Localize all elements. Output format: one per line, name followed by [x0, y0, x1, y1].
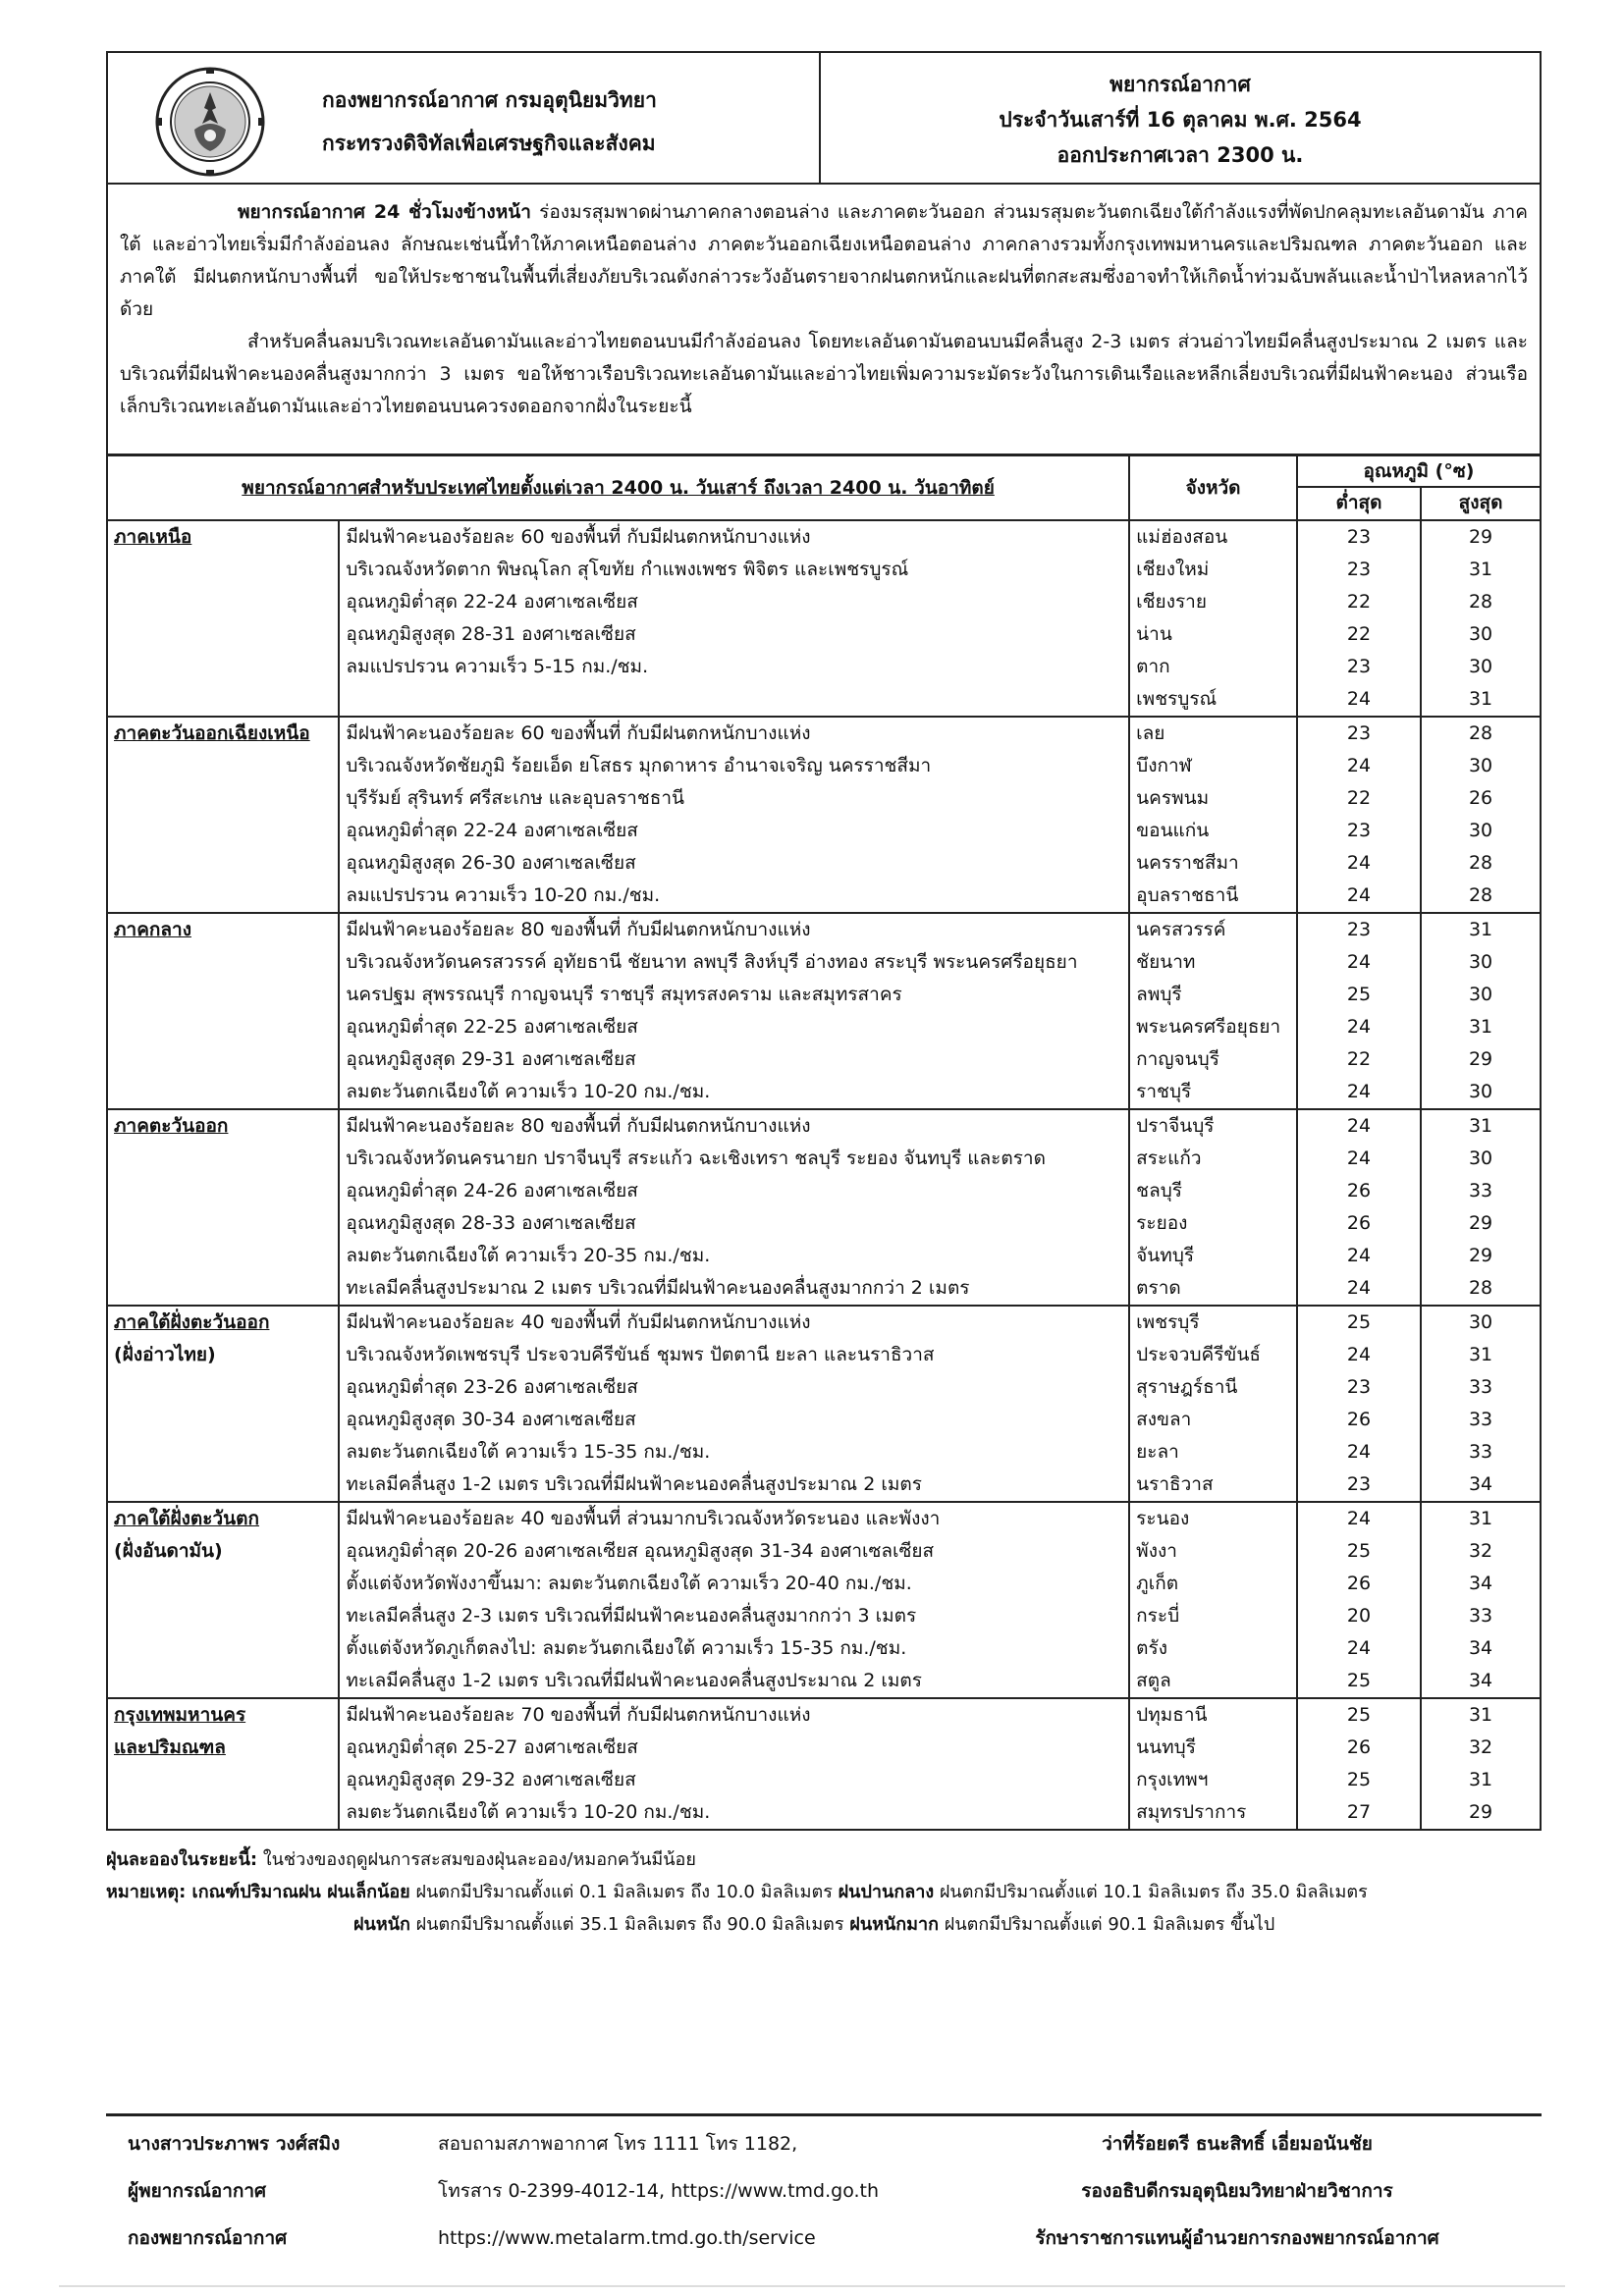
- forecaster-division: กองพยากรณ์อากาศ: [128, 2227, 288, 2249]
- min-temp-cell: [1297, 520, 1421, 717]
- forecast-line: บริเวณจังหวัดชัยภูมิ ร้อยเอ็ด ยโสธร มุกดาหาร อำนาจเจริญ นครราชสีมา: [346, 755, 932, 776]
- max-temp: 30: [1468, 755, 1493, 776]
- forecast-line: บริเวณจังหวัดนครนายก ปราจีนบุรี สระแก้ว ฉะเชิงเทรา ชลบุรี ระยอง จันทบุรี และตราด: [346, 1148, 1046, 1169]
- footer-director: [1021, 2120, 1453, 2262]
- max-temp-cell: [1421, 520, 1541, 717]
- max-temp: 34: [1468, 1473, 1493, 1495]
- min-temp: 25: [1346, 984, 1372, 1005]
- max-temp: 30: [1468, 623, 1493, 645]
- table-head-temp: อุณหภูมิ (°ซ): [1297, 455, 1541, 487]
- max-temp: 28: [1468, 722, 1493, 744]
- forecast-line-cell: [339, 717, 1129, 913]
- province-name: นครสวรรค์: [1136, 919, 1226, 940]
- max-temp: 30: [1468, 820, 1493, 841]
- table-row: [107, 1502, 1541, 1698]
- max-temp: 33: [1468, 1605, 1493, 1627]
- region-subname: และปริมณฑล: [114, 1736, 226, 1758]
- max-temp: 34: [1468, 1637, 1493, 1659]
- min-temp-cell: [1297, 1109, 1421, 1306]
- forecast-line: อุณหภูมิสูงสุด 29-31 องศาเซลเซียส: [346, 1048, 636, 1070]
- forecast-line: อุณหภูมิสูงสุด 28-33 องศาเซลเซียส: [346, 1212, 636, 1234]
- forecast-line: อุณหภูมิต่ำสุด 23-26 องศาเซลเซียส: [346, 1376, 638, 1398]
- forecast-line: มีฝนฟ้าคะนองร้อยละ 60 ของพื้นที่ กับมีฝนตกหนักบางแห่ง: [346, 722, 811, 744]
- province-name: ระยอง: [1136, 1212, 1188, 1234]
- forecast-line: มีฝนฟ้าคะนองร้อยละ 40 ของพื้นที่ กับมีฝนตกหนักบางแห่ง: [346, 1311, 811, 1333]
- forecast-line: มีฝนฟ้าคะนองร้อยละ 80 ของพื้นที่ กับมีฝนตกหนักบางแห่ง: [346, 919, 811, 940]
- min-temp: 24: [1346, 755, 1372, 776]
- dust-note: [106, 1843, 1368, 1876]
- region-name: ภาคใต้ฝั่งตะวันออก: [114, 1311, 270, 1333]
- max-temp: 34: [1468, 1573, 1493, 1594]
- min-temp: 22: [1346, 591, 1372, 613]
- max-temp: 31: [1468, 1508, 1493, 1529]
- province-name: เชียงราย: [1136, 591, 1207, 613]
- forecast-line: ตั้งแต่จังหวัดพังงาขึ้นมา: ลมตะวันตกเฉียงใต้ ความเร็ว 20-40 กม./ชม.: [346, 1573, 912, 1594]
- min-temp: 24: [1346, 1637, 1372, 1659]
- table-row: [107, 1698, 1541, 1830]
- max-temp-cell: [1421, 717, 1541, 913]
- province-name-cell: [1129, 1698, 1297, 1830]
- region-name: กรุงเทพมหานคร: [114, 1704, 246, 1726]
- forecast-line: อุณหภูมิต่ำสุด 25-27 องศาเซลเซียส: [346, 1736, 638, 1758]
- min-temp: 23: [1346, 559, 1372, 580]
- wave-paragraph: สำหรับคลื่นลมบริเวณทะเลอันดามันและอ่าวไทยตอนบนมีกำลังอ่อนลง โดยทะเลอันดามันตอนบนมีคลื่นสูง 2-3 เมตร ส่วนอ่าวไทยมีคลื่นสูงประมาณ 2 เมตร และบริเวณที่มีฝนฟ้าคะนองคลื่นสูงมากกว่า 3 เมตร ขอให้ชาวเรือบริเวณทะเลอันดามันและอ่าวไทยเพิ่มความระมัดระวังในการเดินเรือและหลีกเลี่ยงบริเวณที่มีฝนฟ้าคะนอง ส่วนเรือเล็กบริเวณทะเลอันดามันและอ่าวไทยตอนบนควรงดออกจากฝั่งในระยะนี้: [120, 331, 1528, 417]
- forecast-line: มีฝนฟ้าคะนองร้อยละ 80 ของพื้นที่ กับมีฝนตกหนักบางแห่ง: [346, 1115, 811, 1137]
- max-temp: 31: [1468, 1704, 1493, 1726]
- document-date: ประจำวันเสาร์ที่ 16 ตุลาคม พ.ศ. 2564: [999, 108, 1362, 132]
- bottom-edge-line: [59, 2285, 1565, 2287]
- province-name-cell: [1129, 1306, 1297, 1502]
- max-temp: 31: [1468, 1016, 1493, 1038]
- contact-phone: สอบถามสภาพอากาศ โทร 1111 โทร 1182,: [438, 2133, 798, 2155]
- province-name-cell: [1129, 913, 1297, 1109]
- min-temp: 24: [1346, 1115, 1372, 1137]
- forecast-line: อุณหภูมิสูงสุด 30-34 องศาเซลเซียส: [346, 1409, 636, 1430]
- forecast-line-cell: [339, 1306, 1129, 1502]
- rain-heavy-label: ฝนหนัก: [353, 1914, 410, 1935]
- table-head-main: พยากรณ์อากาศสำหรับประเทศไทยตั้งแต่เวลา 2400 น. วันเสาร์ ถึงเวลา 2400 น. วันอาทิตย์: [107, 455, 1129, 520]
- table-head-min: ต่ำสุด: [1297, 487, 1421, 520]
- max-temp: 32: [1468, 1540, 1493, 1562]
- rain-criteria-note: [106, 1876, 1368, 1908]
- min-temp: 24: [1346, 884, 1372, 906]
- province-name: ระนอง: [1136, 1508, 1190, 1529]
- province-name: เพชรบูรณ์: [1136, 688, 1218, 710]
- contact-fax-web: โทรสาร 0-2399-4012-14, https://www.tmd.go.th: [438, 2180, 880, 2202]
- province-name: ปราจีนบุรี: [1136, 1115, 1215, 1137]
- min-temp: 25: [1346, 1311, 1372, 1333]
- min-temp: 24: [1346, 1441, 1372, 1463]
- forecast-line: [346, 683, 1122, 716]
- min-temp: 24: [1346, 1508, 1372, 1529]
- min-temp: 26: [1346, 1736, 1372, 1758]
- table-row: [107, 1109, 1541, 1306]
- table-head-province: จังหวัด: [1129, 455, 1297, 520]
- rain-very-heavy-label: ฝนหนักมาก: [849, 1914, 940, 1935]
- min-temp-cell: [1297, 913, 1421, 1109]
- region-cell: [107, 1306, 339, 1502]
- max-temp: 28: [1468, 591, 1493, 613]
- director-name: ว่าที่ร้อยตรี ธนะสิทธิ์ เอี่ยมอนันชัย: [1102, 2133, 1373, 2155]
- min-temp: 23: [1346, 1376, 1372, 1398]
- max-temp: 34: [1468, 1670, 1493, 1691]
- forecast-line: นครปฐม สุพรรณบุรี กาญจนบุรี ราชบุรี สมุทรสงคราม และสมุทรสาคร: [346, 984, 902, 1005]
- min-temp-cell: [1297, 1502, 1421, 1698]
- forecast-lead: พยากรณ์อากาศ 24 ชั่วโมงข้างหน้า: [238, 201, 531, 223]
- forecast-line: อุณหภูมิสูงสุด 26-30 องศาเซลเซียส: [346, 852, 636, 874]
- region-cell: [107, 520, 339, 717]
- province-name: ตราด: [1136, 1277, 1181, 1299]
- min-temp: 25: [1346, 1769, 1372, 1790]
- max-temp: 29: [1468, 1212, 1493, 1234]
- region-cell: [107, 1502, 339, 1698]
- province-name-cell: [1129, 520, 1297, 717]
- min-temp: 22: [1346, 787, 1372, 809]
- table-row: [107, 913, 1541, 1109]
- rain-light-text: ฝนตกมีปริมาณตั้งแต่ 0.1 มิลลิเมตร ถึง 10.0 มิลลิเมตร: [409, 1882, 839, 1902]
- min-temp: 24: [1346, 1148, 1372, 1169]
- max-temp: 33: [1468, 1441, 1493, 1463]
- min-temp: 25: [1346, 1670, 1372, 1691]
- province-name: กรุงเทพฯ: [1136, 1769, 1209, 1790]
- province-name: ตรัง: [1136, 1637, 1167, 1659]
- max-temp-cell: [1421, 913, 1541, 1109]
- footer-forecaster: [128, 2120, 340, 2262]
- forecast-line: มีฝนฟ้าคะนองร้อยละ 40 ของพื้นที่ ส่วนมากบริเวณจังหวัดระนอง และพังงา: [346, 1508, 941, 1529]
- max-temp: 29: [1468, 1245, 1493, 1266]
- forecast-text: ร่องมรสุมพาดผ่านภาคกลางตอนล่าง และภาคตะวันออก ส่วนมรสุมตะวันตกเฉียงใต้กำลังแรงที่พัดปกคลุมทะเลอันดามัน ภาคใต้ และอ่าวไทยเริ่มมีกำลังอ่อนลง ลักษณะเช่นนี้ทำให้ภาคเหนือตอนล่าง ภาคตะวันออกเฉียงเหนือตอนล่าง ภาคกลางรวมทั้งกรุงเทพมหานครและปริมณฑล ภาคตะวันออก และภาคใต้ มีฝนตกหนักบางพื้นที่ ขอให้ประชาชนในพื้นที่เสี่ยงภัยบริเวณดังกล่าวระวังอันตรายจากฝนตกหนักและฝนที่ตกสะสมซึ่งอาจทำให้เกิดน้ำท่วมฉับพลันและน้ำป่าไหลหลากไว้ด้วย: [120, 201, 1528, 320]
- min-temp: 24: [1346, 852, 1372, 874]
- header-organization: [108, 53, 821, 183]
- province-name: ภูเก็ต: [1136, 1573, 1179, 1594]
- province-name: น่าน: [1136, 623, 1172, 645]
- forecast-line: ทะเลมีคลื่นสูง 1-2 เมตร บริเวณที่มีฝนฟ้าคะนองคลื่นสูงประมาณ 2 เมตร: [346, 1473, 922, 1495]
- rain-heavy-text: ฝนตกมีปริมาณตั้งแต่ 35.1 มิลลิเมตร ถึง 90.0 มิลลิเมตร: [409, 1914, 850, 1935]
- rain-moderate-label: ฝนปานกลาง: [838, 1882, 935, 1902]
- min-temp: 24: [1346, 1081, 1372, 1102]
- min-temp: 24: [1346, 1344, 1372, 1365]
- max-temp-cell: [1421, 1109, 1541, 1306]
- dust-label: ฝุ่นละอองในระยะนี้:: [106, 1849, 258, 1870]
- province-name: อุบลราชธานี: [1136, 884, 1239, 906]
- min-temp: 25: [1346, 1704, 1372, 1726]
- province-name: เพชรบุรี: [1136, 1311, 1200, 1333]
- forecast-line: มีฝนฟ้าคะนองร้อยละ 70 ของพื้นที่ กับมีฝนตกหนักบางแห่ง: [346, 1704, 811, 1726]
- max-temp: 28: [1468, 884, 1493, 906]
- document-title: พยากรณ์อากาศ: [1110, 73, 1251, 96]
- province-name: เชียงใหม่: [1136, 559, 1210, 580]
- max-temp: 31: [1468, 688, 1493, 710]
- forecast-line: บริเวณจังหวัดตาก พิษณุโลก สุโขทัย กำแพงเพชร พิจิตร และเพชรบูรณ์: [346, 559, 909, 580]
- min-temp-cell: [1297, 717, 1421, 913]
- max-temp: 31: [1468, 919, 1493, 940]
- forecaster-title: ผู้พยากรณ์อากาศ: [128, 2180, 267, 2202]
- province-name: นนทบุรี: [1136, 1736, 1196, 1758]
- region-name: ภาคตะวันออก: [114, 1115, 229, 1137]
- min-temp: 23: [1346, 1473, 1372, 1495]
- min-temp: 24: [1346, 1016, 1372, 1038]
- province-name: ปทุมธานี: [1136, 1704, 1208, 1726]
- province-name: พังงา: [1136, 1540, 1177, 1562]
- rain-moderate-text: ฝนตกมีปริมาณตั้งแต่ 10.1 มิลลิเมตร ถึง 35.0 มิลลิเมตร: [934, 1882, 1368, 1902]
- province-name: แม่ฮ่องสอน: [1136, 526, 1228, 548]
- forecast-line: อุณหภูมิต่ำสุด 24-26 องศาเซลเซียส: [346, 1180, 638, 1201]
- province-name-cell: [1129, 717, 1297, 913]
- forecast-line: อุณหภูมิสูงสุด 29-32 องศาเซลเซียส: [346, 1769, 636, 1790]
- province-name: กระบี่: [1136, 1605, 1180, 1627]
- table-row: [107, 717, 1541, 913]
- forecast-line: อุณหภูมิต่ำสุด 22-24 องศาเซลเซียส: [346, 820, 638, 841]
- director-acting-role: รักษาราชการแทนผู้อำนวยการกองพยากรณ์อากาศ: [1035, 2227, 1439, 2249]
- max-temp: 28: [1468, 1277, 1493, 1299]
- min-temp: 22: [1346, 623, 1372, 645]
- rain-criteria-note-2: [106, 1908, 1368, 1941]
- forecaster-name: นางสาวประภาพร วงศ์สมิง: [128, 2133, 341, 2155]
- min-temp: 23: [1346, 919, 1372, 940]
- forecast-line: อุณหภูมิสูงสุด 28-31 องศาเซลเซียส: [346, 623, 636, 645]
- region-name: ภาคใต้ฝั่งตะวันตก: [114, 1508, 259, 1529]
- province-name: บึงกาฬ: [1136, 755, 1192, 776]
- forecast-line: มีฝนฟ้าคะนองร้อยละ 60 ของพื้นที่ กับมีฝนตกหนักบางแห่ง: [346, 526, 811, 548]
- forecast-line: ทะเลมีคลื่นสูง 2-3 เมตร บริเวณที่มีฝนฟ้าคะนองคลื่นสูงมากกว่า 3 เมตร: [346, 1605, 917, 1627]
- min-temp: 20: [1346, 1605, 1372, 1627]
- min-temp: 25: [1346, 1540, 1372, 1562]
- min-temp: 27: [1346, 1801, 1372, 1823]
- min-temp: 23: [1346, 722, 1372, 744]
- max-temp: 29: [1468, 1048, 1493, 1070]
- region-cell: [107, 1109, 339, 1306]
- org-line-1: กองพยากรณ์อากาศ กรมอุตุนิยมวิทยา: [322, 88, 657, 112]
- min-temp-cell: [1297, 1306, 1421, 1502]
- max-temp: 30: [1468, 951, 1493, 973]
- tmd-seal-icon: [155, 67, 265, 177]
- min-temp: 23: [1346, 820, 1372, 841]
- province-name: สมุทรปราการ: [1136, 1801, 1247, 1823]
- director-title: รองอธิบดีกรมอุตุนิยมวิทยาฝ่ายวิชาการ: [1081, 2180, 1393, 2202]
- forecast-line: อุณหภูมิต่ำสุด 22-25 องศาเซลเซียส: [346, 1016, 638, 1038]
- forecast-line-cell: [339, 913, 1129, 1109]
- max-temp: 33: [1468, 1180, 1493, 1201]
- province-name: ประจวบคีรีขันธ์: [1136, 1344, 1261, 1365]
- min-temp: 22: [1346, 1048, 1372, 1070]
- forecast-line: ลมแปรปรวน ความเร็ว 5-15 กม./ชม.: [346, 656, 649, 677]
- min-temp: 26: [1346, 1573, 1372, 1594]
- rain-note-label: หมายเหตุ: เกณฑ์ปริมาณฝน ฝนเล็กน้อย: [106, 1882, 410, 1902]
- table-row: [107, 520, 1541, 717]
- max-temp: 29: [1468, 526, 1493, 548]
- max-temp: 33: [1468, 1376, 1493, 1398]
- max-temp: 32: [1468, 1736, 1493, 1758]
- min-temp: 23: [1346, 526, 1372, 548]
- dust-text: ในช่วงของฤดูฝนการสะสมของฝุ่นละออง/หมอกควันมีน้อย: [257, 1849, 696, 1870]
- province-name: ราชบุรี: [1136, 1081, 1192, 1102]
- province-name: พระนครศรีอยุธยา: [1136, 1016, 1281, 1038]
- forecast-line: ลมตะวันตกเฉียงใต้ ความเร็ว 20-35 กม./ชม.: [346, 1245, 711, 1266]
- province-name: นครราชสีมา: [1136, 852, 1239, 874]
- min-temp: 24: [1346, 688, 1372, 710]
- max-temp: 30: [1468, 984, 1493, 1005]
- footer-contact: [438, 2120, 879, 2262]
- region-subname: (ฝั่งอ่าวไทย): [114, 1344, 216, 1365]
- province-name: นครพนม: [1136, 787, 1210, 809]
- province-name: สงขลา: [1136, 1409, 1192, 1430]
- province-name: ลพบุรี: [1136, 984, 1182, 1005]
- forecast-line: ลมตะวันตกเฉียงใต้ ความเร็ว 10-20 กม./ชม.: [346, 1081, 711, 1102]
- region-name: ภาคเหนือ: [114, 526, 192, 548]
- forecast-line: อุณหภูมิต่ำสุด 20-26 องศาเซลเซียส อุณหภูมิสูงสุด 31-34 องศาเซลเซียส: [346, 1540, 935, 1562]
- max-temp-cell: [1421, 1698, 1541, 1830]
- province-name: ตาก: [1136, 656, 1170, 677]
- forecast-line: ลมตะวันตกเฉียงใต้ ความเร็ว 15-35 กม./ชม.: [346, 1441, 711, 1463]
- max-temp: 31: [1468, 1344, 1493, 1365]
- forecast-line-cell: [339, 520, 1129, 717]
- document-header: [106, 51, 1542, 185]
- table-head-max: สูงสุด: [1421, 487, 1541, 520]
- province-name: สุราษฎร์ธานี: [1136, 1376, 1238, 1398]
- min-temp: 24: [1346, 951, 1372, 973]
- max-temp: 31: [1468, 1769, 1493, 1790]
- max-temp: 26: [1468, 787, 1493, 809]
- forecast-line: ลมแปรปรวน ความเร็ว 10-20 กม./ชม.: [346, 884, 661, 906]
- min-temp-cell: [1297, 1698, 1421, 1830]
- province-name: ยะลา: [1136, 1441, 1179, 1463]
- max-temp: 30: [1468, 1148, 1493, 1169]
- max-temp: 30: [1468, 1081, 1493, 1102]
- min-temp: 26: [1346, 1409, 1372, 1430]
- forecast-summary: [106, 183, 1542, 455]
- forecast-line: ลมตะวันตกเฉียงใต้ ความเร็ว 10-20 กม./ชม.: [346, 1801, 711, 1823]
- max-temp: 30: [1468, 656, 1493, 677]
- footer-divider: [106, 2113, 1542, 2116]
- province-name: สระแก้ว: [1136, 1148, 1202, 1169]
- max-temp: 30: [1468, 1311, 1493, 1333]
- forecast-line-cell: [339, 1502, 1129, 1698]
- max-temp: 31: [1468, 1115, 1493, 1137]
- province-name: ขอนแก่น: [1136, 820, 1210, 841]
- province-name: เลย: [1136, 722, 1165, 744]
- province-name-cell: [1129, 1502, 1297, 1698]
- issue-time: ออกประกาศเวลา 2300 น.: [1056, 143, 1304, 167]
- max-temp: 28: [1468, 852, 1493, 874]
- org-line-2: กระทรวงดิจิทัลเพื่อเศรษฐกิจและสังคม: [322, 132, 656, 155]
- min-temp: 26: [1346, 1180, 1372, 1201]
- province-name: กาญจนบุรี: [1136, 1048, 1219, 1070]
- forecast-line: บุรีรัมย์ สุรินทร์ ศรีสะเกษ และอุบลราชธานี: [346, 787, 684, 809]
- forecast-line: บริเวณจังหวัดนครสวรรค์ อุทัยธานี ชัยนาท ลพบุรี สิงห์บุรี อ่างทอง สระบุรี พระนครศรีอยุธยา: [346, 951, 1078, 973]
- region-cell: [107, 913, 339, 1109]
- max-temp: 31: [1468, 559, 1493, 580]
- province-name: ชลบุรี: [1136, 1180, 1182, 1201]
- province-name: จันทบุรี: [1136, 1245, 1195, 1266]
- province-name: สตูล: [1136, 1670, 1171, 1691]
- forecast-line: บริเวณจังหวัดเพชรบุรี ประจวบคีรีขันธ์ ชุมพร ปัตตานี ยะลา และนราธิวาส: [346, 1344, 935, 1365]
- max-temp: 29: [1468, 1801, 1493, 1823]
- min-temp: 23: [1346, 656, 1372, 677]
- forecast-line-cell: [339, 1109, 1129, 1306]
- min-temp: 24: [1346, 1277, 1372, 1299]
- region-cell: [107, 717, 339, 913]
- notes-section: [106, 1843, 1368, 1941]
- max-temp: 33: [1468, 1409, 1493, 1430]
- header-title-block: [821, 53, 1540, 183]
- province-name: ชัยนาท: [1136, 951, 1196, 973]
- forecast-line-cell: [339, 1698, 1129, 1830]
- table-row: [107, 1306, 1541, 1502]
- max-temp-cell: [1421, 1306, 1541, 1502]
- forecast-paragraph: [120, 196, 1528, 326]
- max-temp-cell: [1421, 1502, 1541, 1698]
- regional-forecast-table: [106, 454, 1542, 1831]
- contact-service-link[interactable]: https://www.metalarm.tmd.go.th/service: [438, 2227, 816, 2249]
- rain-very-heavy-text: ฝนตกมีปริมาณตั้งแต่ 90.1 มิลลิเมตร ขึ้นไป: [939, 1914, 1275, 1935]
- region-name: ภาคกลาง: [114, 919, 191, 940]
- forecast-line: อุณหภูมิต่ำสุด 22-24 องศาเซลเซียส: [346, 591, 638, 613]
- forecast-line: ทะเลมีคลื่นสูง 1-2 เมตร บริเวณที่มีฝนฟ้าคะนองคลื่นสูงประมาณ 2 เมตร: [346, 1670, 922, 1691]
- forecast-line: ตั้งแต่จังหวัดภูเก็ตลงไป: ลมตะวันตกเฉียงใต้ ความเร็ว 15-35 กม./ชม.: [346, 1637, 907, 1659]
- province-name-cell: [1129, 1109, 1297, 1306]
- region-cell: [107, 1698, 339, 1830]
- min-temp: 26: [1346, 1212, 1372, 1234]
- forecast-line: ทะเลมีคลื่นสูงประมาณ 2 เมตร บริเวณที่มีฝนฟ้าคะนองคลื่นสูงมากกว่า 2 เมตร: [346, 1277, 970, 1299]
- min-temp: 24: [1346, 1245, 1372, 1266]
- region-name: ภาคตะวันออกเฉียงเหนือ: [114, 722, 310, 744]
- region-subname: (ฝั่งอันดามัน): [114, 1540, 223, 1562]
- province-name: นราธิวาส: [1136, 1473, 1214, 1495]
